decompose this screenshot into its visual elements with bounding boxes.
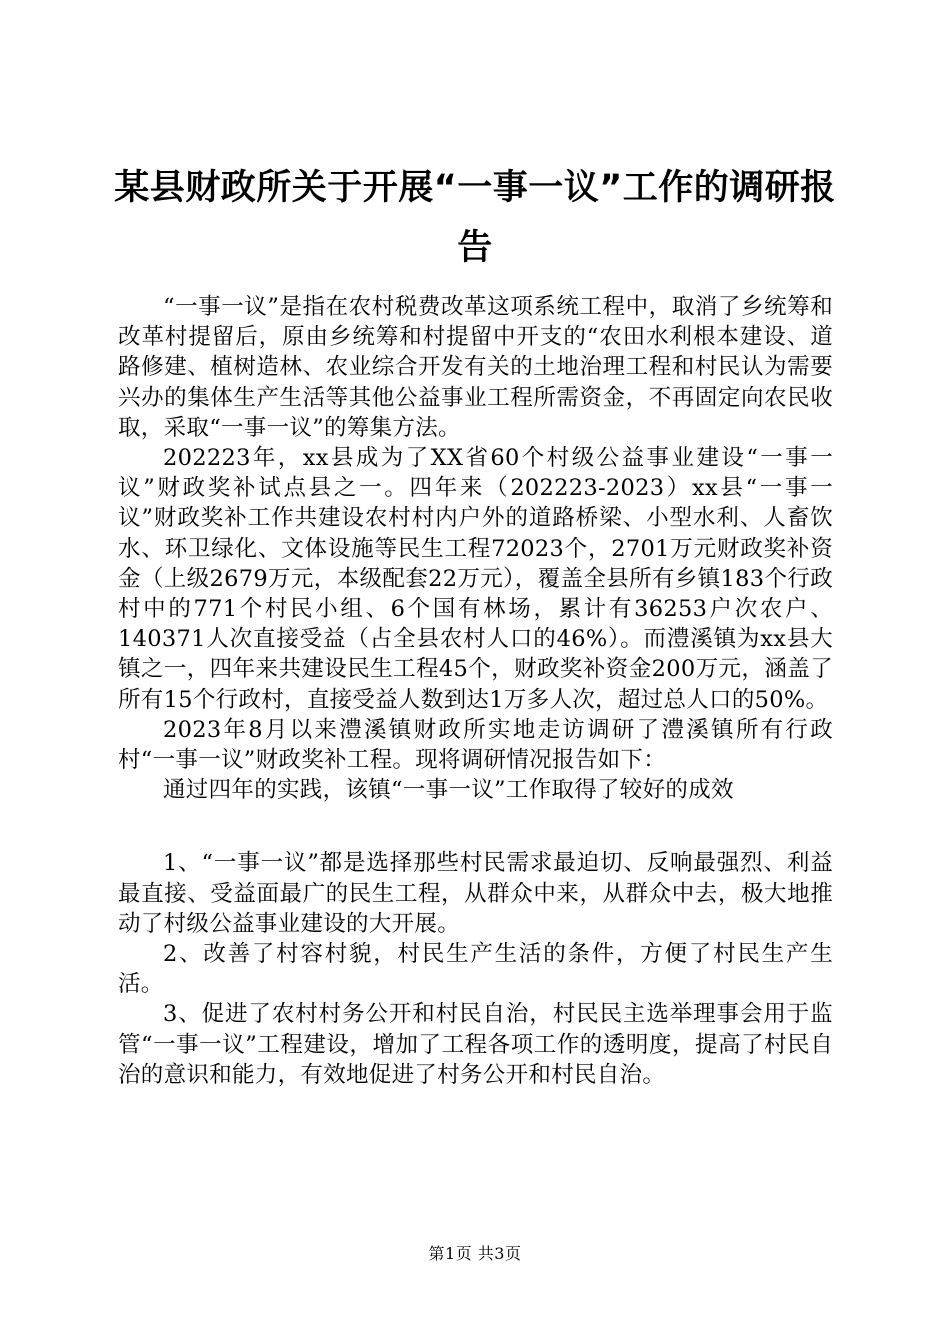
paragraph-definition: “一事一议”是指在农村税费改革这项系统工程中，取消了乡统筹和改革村提留后，原由乡统筹和村提留中开支的“农田水利根本建设、道路修建、植树造林、农业综合开发有关的土地治理工程和村民认为需要兴办的集体生产生活等其他公益事业工程所需资金，不再固定向农民收取，采取“一事一议”的筹集方法。: [118, 294, 833, 441]
paragraph-survey: 2023年8月以来澧溪镇财政所实地走访调研了澧溪镇所有行政村“一事一议”财政奖补工程。现将调研情况报告如下：: [118, 716, 833, 774]
document-body: [118, 292, 833, 1090]
paragraph-results-intro: 通过四年的实践，该镇“一事一议”工作取得了较好的成效: [163, 777, 734, 804]
paragraph-result-1: 1、“一事一议”都是选择那些村民需求最迫切、反响最强烈、利益最直接、受益面最广的民生工程，从群众中来，从群众中去，极大地推动了村级公益事业建设的大开展。: [118, 850, 833, 937]
paragraph-overview: 202223年，xx县成为了XX省60个村级公益事业建设“一事一议”财政奖补试点县之一。四年来（202223-2023）xx县“一事一议”财政奖补工作共建设农村村内户外的道路桥梁、小型水利、人畜饮水、环卫绿化、文体设施等民生工程72023个，2701万元财政奖补资金（上级2679万元，本级配套22万元），覆盖全县所有乡镇183个行政村中的771个村民小组、6个国有林场，累计有36253户次农户、140371人次直接受益（占全县农村人口的46%）。而澧溪镇为xx县大镇之一，四年来共建设民生工程45个，财政奖补资金200万元，涵盖了所有15个行政村，直接受益人数到达1万多人次，超过总人口的50%。: [118, 445, 833, 713]
document-title: 某县财政所关于开展“一事一议”工作的调研报告: [114, 168, 836, 268]
paragraph-result-3: 3、促进了农村村务公开和村民自治，村民民主选举理事会用于监管“一事一议”工程建设，增加了工程各项工作的透明度，提高了村民自治的意识和能力，有效地促进了村务公开和村民自治。: [118, 1001, 833, 1088]
paragraph-gap: [118, 805, 833, 848]
paragraph-result-2: 2、改善了村容村貌，村民生产生活的条件，方便了村民生产生活。: [118, 941, 833, 998]
page-footer: 第1页 共3页: [428, 1244, 522, 1263]
